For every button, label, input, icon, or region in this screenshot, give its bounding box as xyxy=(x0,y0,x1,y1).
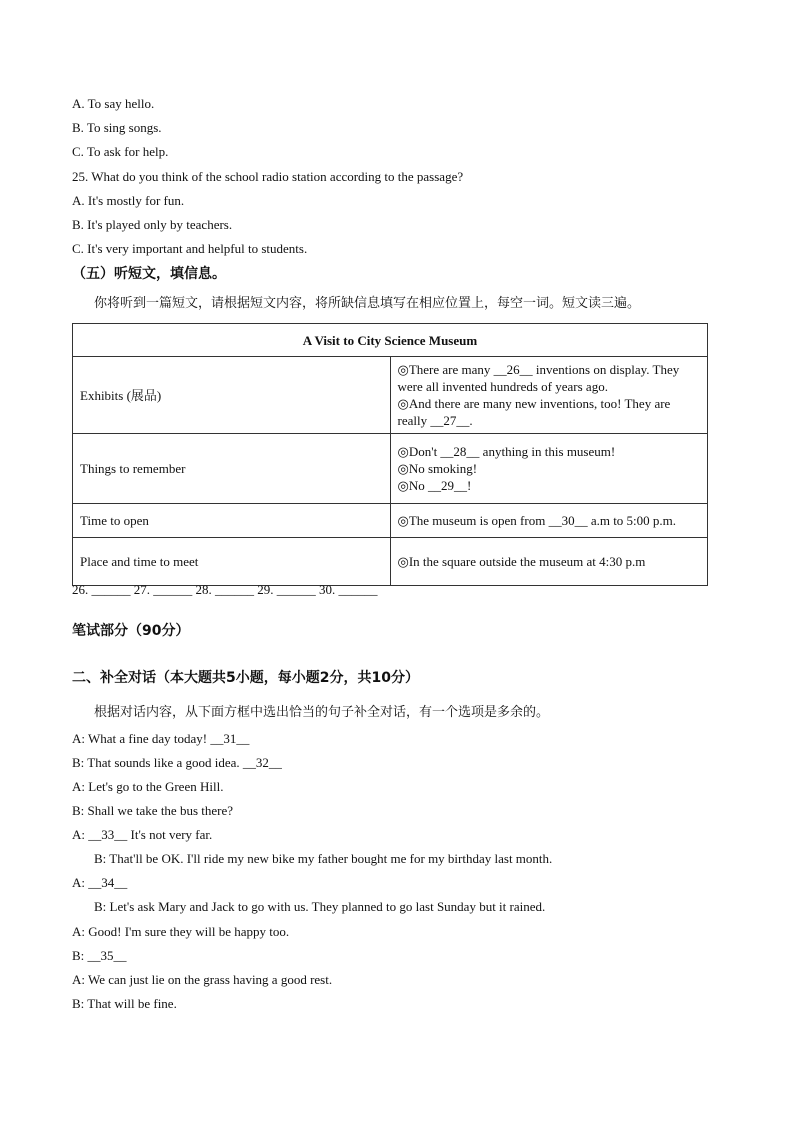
dialogue-line: A: Let's go to the Green Hill. xyxy=(72,779,224,794)
q25-question: 25. What do you think of the school radio station according to the passage? xyxy=(72,169,464,184)
dialogue-line: A: __34__ xyxy=(72,875,128,890)
dialogue-line: B: Shall we take the bus there? xyxy=(72,803,234,818)
section2-instruction: 根据对话内容，从下面方框中选出恰当的句子补全对话，有一个选项是多余的。 xyxy=(94,705,550,720)
museum-info-table xyxy=(72,323,708,586)
row-line: ◎The museum is open from __30__ a.m to 5:00 p.m. xyxy=(397,513,677,528)
row-line: ◎No __29__! xyxy=(397,478,472,493)
q24-option-b: B. To sing songs. xyxy=(72,120,162,135)
dialogue-line: A: Good! I'm sure they will be happy too. xyxy=(72,924,290,939)
section5-instruction: 你将听到一篇短文，请根据短文内容，将所缺信息填写在相应位置上，每空一词。短文读三遍。 xyxy=(94,296,641,311)
dialogue-line: A: What a fine day today! __31__ xyxy=(72,731,250,746)
q25-option-a: A. It's mostly for fun. xyxy=(72,193,185,208)
row-content xyxy=(390,357,708,434)
table-row xyxy=(73,504,708,538)
dialogue-line: A: __33__ It's not very far. xyxy=(72,827,213,842)
row-content xyxy=(390,504,708,538)
written-part-title: 笔试部分（90分） xyxy=(72,623,190,639)
row-line: ◎In the square outside the museum at 4:30 p.m xyxy=(397,554,646,569)
row-line: ◎No smoking! xyxy=(397,461,478,476)
row-line: ◎There are many __26__ inventions on display. They were all invented hundreds of years ago. xyxy=(397,362,680,394)
row-content xyxy=(390,538,708,586)
row-line: ◎And there are many new inventions, too! They are really __27__. xyxy=(397,396,671,428)
table-row xyxy=(73,434,708,504)
q25-option-b: B. It's played only by teachers. xyxy=(72,217,233,232)
q25-option-c: C. It's very important and helpful to students. xyxy=(72,241,308,256)
row-line: ◎Don't __28__ anything in this museum! xyxy=(397,444,616,459)
section2-title: 二、补全对话（本大题共5小题，每小题2分，共10分） xyxy=(72,670,419,686)
dialogue-line: B: That'll be OK. I'll ride my new bike my father bought me for my birthday last month. xyxy=(94,851,553,866)
dialogue-line: A: We can just lie on the grass having a good rest. xyxy=(72,972,333,987)
dialogue-line: B: That will be fine. xyxy=(72,996,177,1011)
table-row xyxy=(73,357,708,434)
table-row xyxy=(73,538,708,586)
table-title: A Visit to City Science Museum xyxy=(73,324,708,357)
row-label: Things to remember xyxy=(73,434,391,504)
dialogue-line: B: Let's ask Mary and Jack to go with us. They planned to go last Sunday but it rained. xyxy=(94,899,546,914)
q24-option-c: C. To ask for help. xyxy=(72,144,169,159)
row-label: Exhibits (展品) xyxy=(73,357,391,434)
row-label: Place and time to meet xyxy=(73,538,391,586)
section5-title: （五）听短文，填信息。 xyxy=(72,266,226,282)
dialogue-line: B: __35__ xyxy=(72,948,127,963)
dialogue-line: B: That sounds like a good idea. __32__ xyxy=(72,755,282,770)
row-label: Time to open xyxy=(73,504,391,538)
q24-option-a: A. To say hello. xyxy=(72,96,155,111)
answer-blanks: 26. ______ 27. ______ 28. ______ 29. ______ 30. ______ xyxy=(72,582,378,597)
row-content xyxy=(390,434,708,504)
table-title-row xyxy=(73,324,708,357)
